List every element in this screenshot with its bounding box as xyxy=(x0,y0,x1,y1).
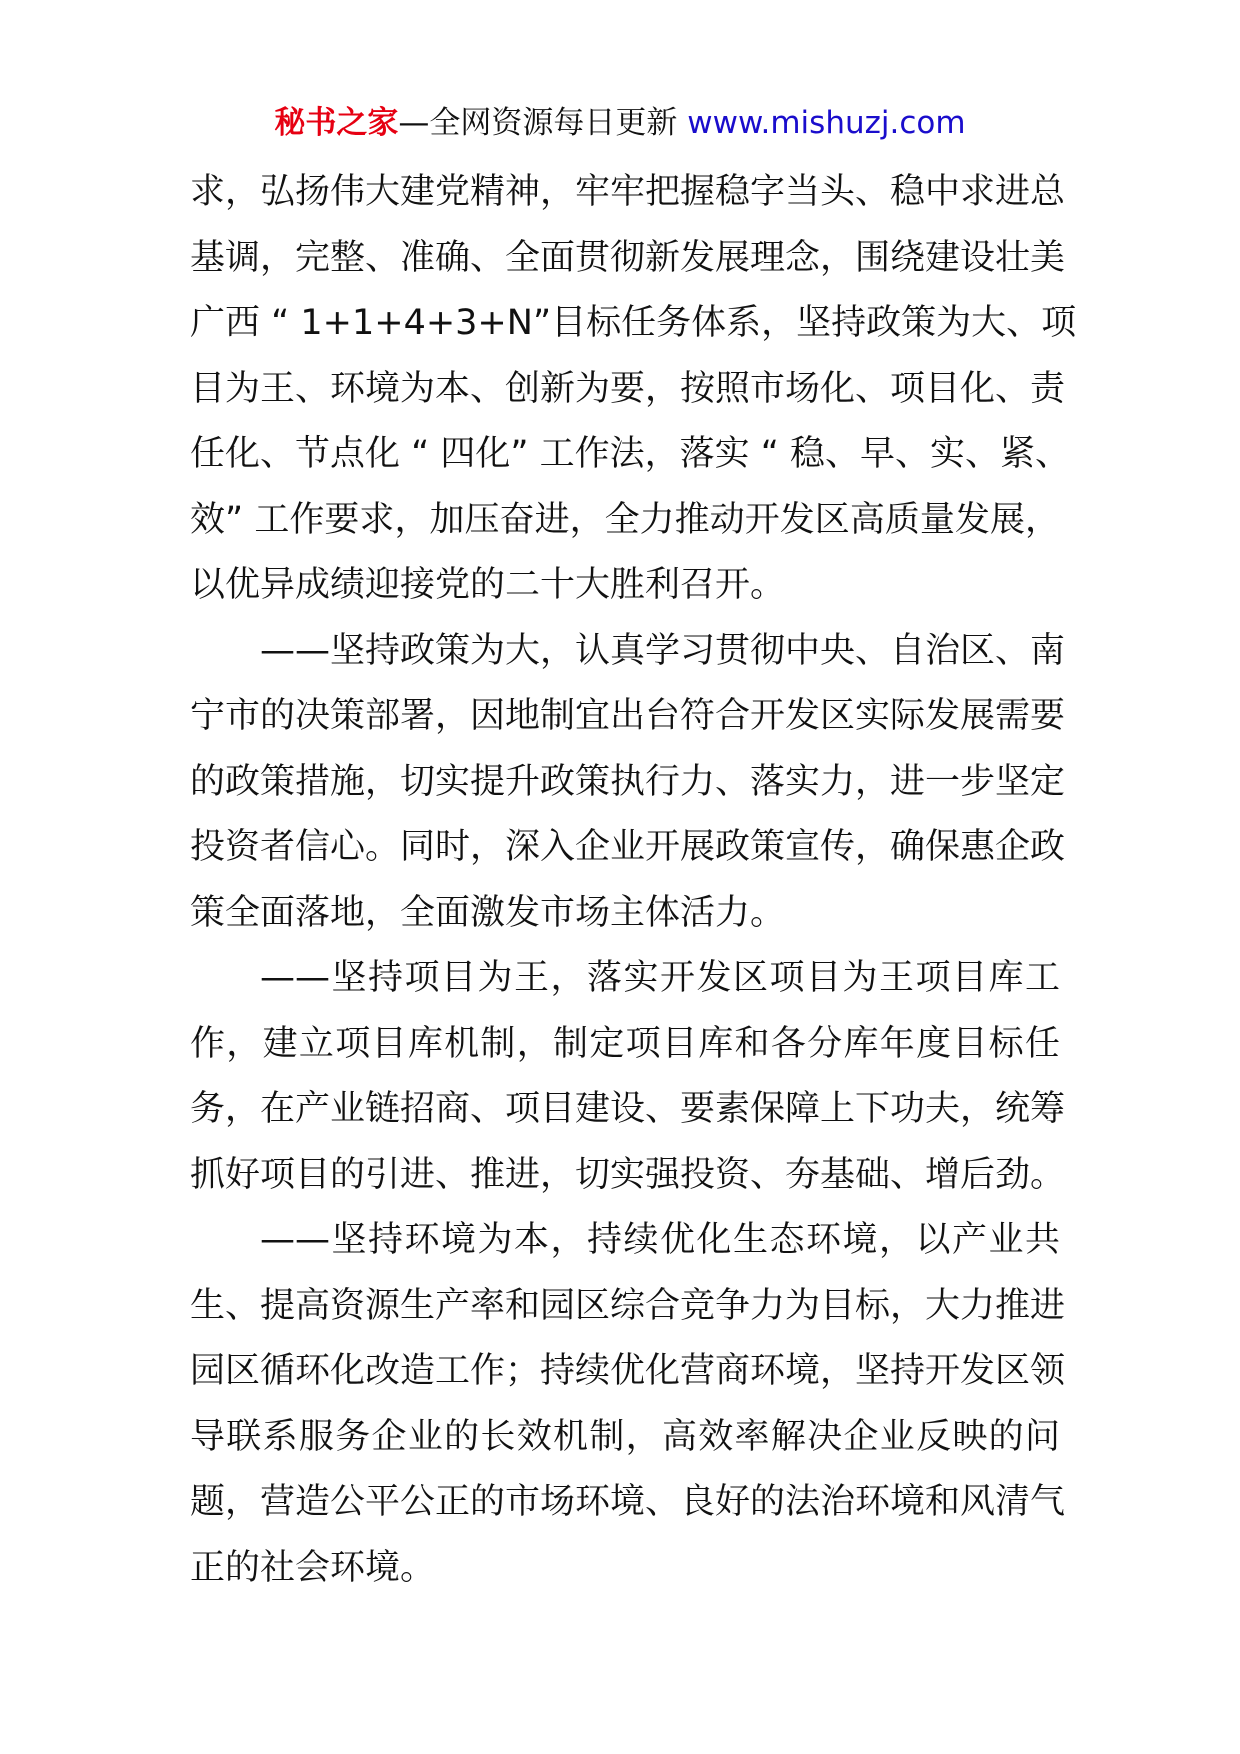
text-line: 作，建立项目库机制，制定项目库和各分库年度目标任 xyxy=(190,1023,1060,1064)
text-line: 导联系服务企业的长效机制，高效率解决企业反映的问 xyxy=(190,1416,1060,1457)
text-line: 宁市的决策部署，因地制宜出台符合开发区实际发展需要 xyxy=(190,696,1066,736)
text-line: 基调，完整、准确、全面贯彻新发展理念，围绕建设壮美 xyxy=(190,237,1066,278)
text-line: ——坚持项目为王，落实开发区项目为王项目库工 xyxy=(260,958,1060,998)
text-line: 广西 “ 1+1+4+3+N”目标任务体系，坚持政策为大、项 xyxy=(190,303,1077,343)
text-line: 投资者信心。同时，深入企业开展政策宣传，确保惠企政 xyxy=(190,827,1066,867)
text-line: 效” 工作要求，加压奋进，全力推动开发区高质量发展， xyxy=(190,499,1060,540)
text-line: 园区循环化改造工作；持续优化营商环境，坚持开发区领 xyxy=(190,1351,1066,1391)
text-line: 务，在产业链招商、项目建设、要素保障上下功夫，统筹 xyxy=(190,1089,1066,1129)
header-slogan: —全网资源每日更新 xyxy=(398,105,688,141)
text-line: 以优异成绩迎接党的二十大胜利召开。 xyxy=(190,565,786,605)
text-line: 生、提高资源生产率和园区综合竞争力为目标，大力推进 xyxy=(190,1285,1066,1326)
site-url-link[interactable]: www.mishuzj.com xyxy=(687,105,966,141)
text-line: 的政策措施，切实提升政策执行力、落实力，进一步坚定 xyxy=(190,761,1066,802)
text-line: 策全面落地，全面激发市场主体活力。 xyxy=(190,892,786,933)
document-body xyxy=(190,160,1077,1601)
text-line: 目为王、环境为本、创新为要，按照市场化、项目化、责 xyxy=(190,368,1066,409)
text-line: 正的社会环境。 xyxy=(190,1547,436,1588)
text-line: 求，弘扬伟大建党精神，牢牢把握稳字当头、稳中求进总 xyxy=(190,172,1066,212)
text-line: ——坚持环境为本，持续优化生态环境，以产业共 xyxy=(260,1220,1060,1260)
brand-name: 秘书之家 xyxy=(274,105,399,141)
text-line: 题，营造公平公正的市场环境、良好的法治环境和风清气 xyxy=(190,1482,1066,1522)
text-line: 任化、节点化 “ 四化” 工作法，落实 “ 稳、早、实、紧、 xyxy=(190,434,1071,474)
text-line: 抓好项目的引进、推进，切实强投资、夯基础、增后劲。 xyxy=(190,1154,1066,1195)
site-header xyxy=(0,100,1240,146)
text-line: ——坚持政策为大，认真学习贯彻中央、自治区、南 xyxy=(260,630,1066,671)
